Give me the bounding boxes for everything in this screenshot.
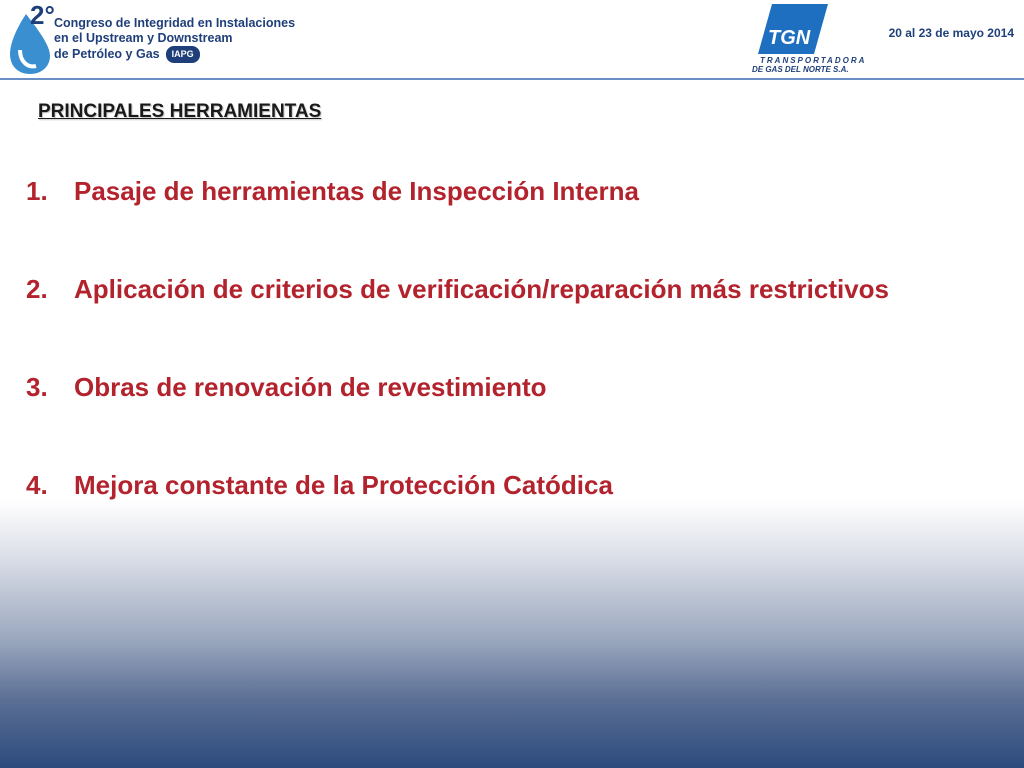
header-divider bbox=[0, 78, 1024, 80]
tgn-logo-icon bbox=[758, 4, 828, 54]
event-title-line3: de Petróleo y Gas bbox=[54, 46, 160, 61]
company-name-line1: TRANSPORTADORA bbox=[760, 56, 867, 65]
event-title-line1: Congreso de Integridad en Instalaciones bbox=[54, 16, 296, 30]
iapg-badge: IAPG bbox=[166, 46, 200, 63]
event-title bbox=[54, 16, 295, 63]
list-item-number: 4. bbox=[26, 470, 48, 500]
event-number: 2° bbox=[30, 0, 55, 30]
list-item-number: 3. bbox=[26, 372, 48, 402]
list-item-text: Obras de renovación de revestimiento bbox=[74, 372, 547, 402]
list-item-text: Mejora constante de la Protección Catódica bbox=[74, 470, 613, 500]
company-name-line2: DE GAS DEL NORTE S.A. bbox=[752, 65, 849, 74]
event-title-line2: en el Upstream y Downstream bbox=[54, 31, 233, 45]
tgn-logo-text: TGN bbox=[768, 27, 811, 49]
list-item-text: Pasaje de herramientas de Inspección Interna bbox=[74, 176, 640, 206]
list-item-number: 2. bbox=[26, 274, 48, 304]
company-name bbox=[752, 56, 866, 74]
list-item-number: 1. bbox=[26, 176, 48, 206]
slide-header bbox=[0, 0, 1024, 80]
section-title: PRINCIPALES HERRAMIENTAS bbox=[38, 101, 322, 122]
list-item-text: Aplicación de criterios de verificación/reparación más restrictivos bbox=[74, 274, 890, 304]
event-date: 20 al 23 de mayo 2014 bbox=[888, 26, 1014, 40]
